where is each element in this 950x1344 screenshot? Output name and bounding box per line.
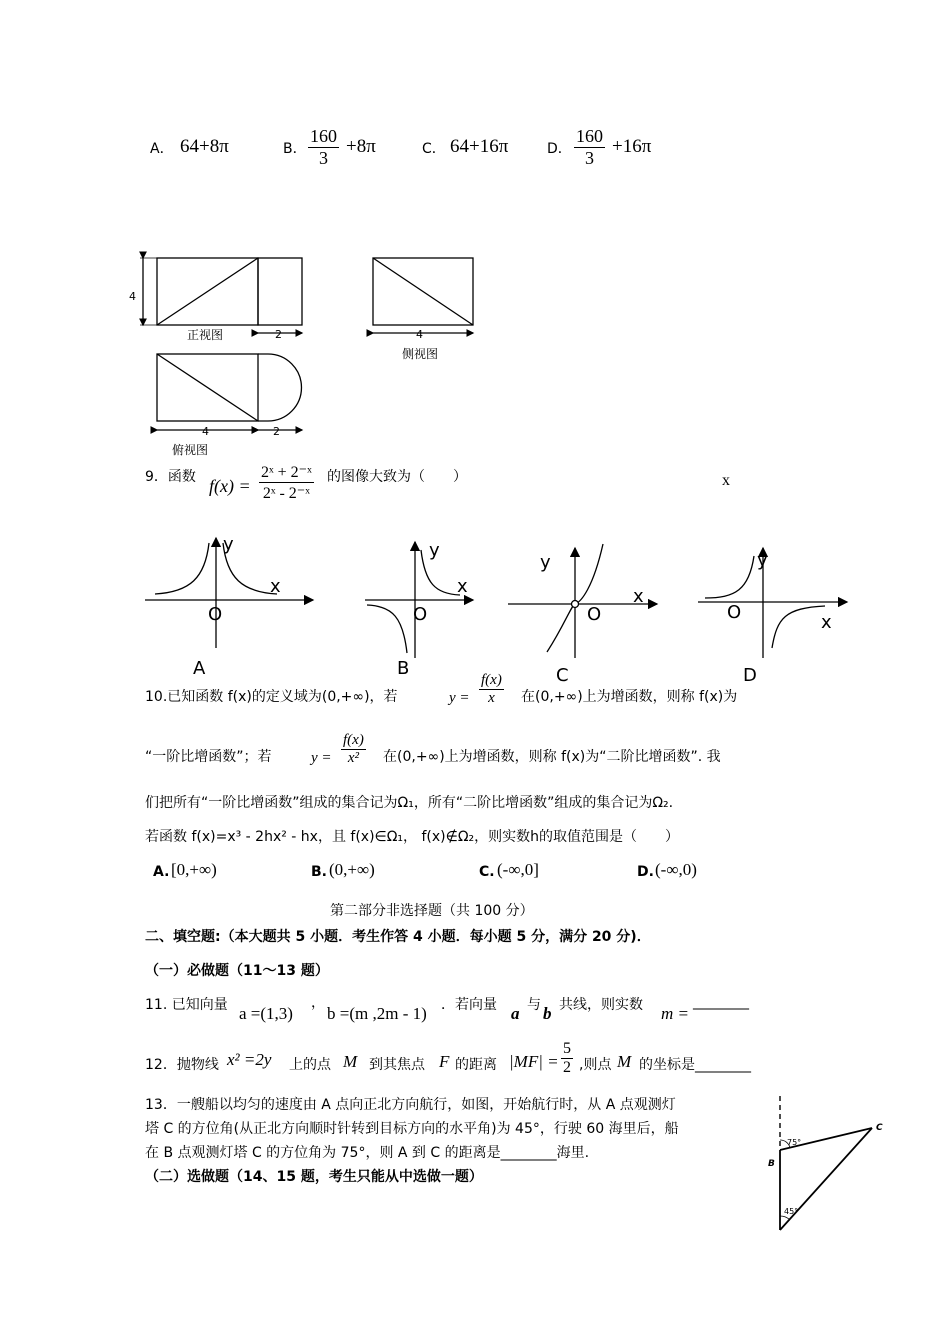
q10-opt-a-label: A. <box>153 864 170 880</box>
q10-opt-b-label: B. <box>311 864 327 880</box>
q8-option-a-text: 64+8π <box>180 136 229 157</box>
q11-vector-a: a =(1,3) <box>239 1004 293 1023</box>
q10-line4: 若函数 f(x)=x³ - 2hx² - hx，且 f(x)∈Ω₁， f(x)∉Ω₂，则实数h的取值范围是（ ） <box>145 829 680 845</box>
graph-a-x-label: x <box>270 576 281 597</box>
q10-opt-b: (0,+∞) <box>329 860 375 879</box>
question-10 <box>145 672 845 892</box>
q9-graph-options <box>135 528 865 688</box>
q10-line2-post: 在(0,+∞)上为增函数，则称 f(x)为“二阶比增函数”. 我 <box>383 749 721 765</box>
graph-d <box>698 548 847 658</box>
q12-M2: M <box>617 1052 632 1071</box>
q8-option-d-label: D． <box>547 141 572 157</box>
graph-d-x-label: x <box>821 612 832 633</box>
q12-M: M <box>343 1052 358 1071</box>
q10-opt-d: (-∞,0) <box>655 860 697 879</box>
q11-a-symbol: a <box>511 1004 520 1023</box>
graph-b-origin: O <box>413 604 428 625</box>
required-heading: （一）必做题（11～13 题） <box>145 963 329 979</box>
q9-numerator: 2ˣ + 2⁻ˣ <box>261 464 312 481</box>
fig-label-c: C <box>876 1123 883 1133</box>
fig-angle-45: 45° <box>784 1207 799 1216</box>
q8-options <box>150 128 710 176</box>
graph-c-origin: O <box>587 604 602 625</box>
question-12 <box>145 1040 785 1088</box>
q11-pre: 11. 已知向量 <box>145 997 228 1013</box>
q11-blank: ________ <box>693 994 749 1010</box>
q12-end: 的坐标是________ <box>639 1057 751 1073</box>
top-dim-4: 4 <box>202 425 209 438</box>
q13-figure <box>760 1090 900 1236</box>
graph-b-x-label: x <box>457 576 468 597</box>
graph-b <box>365 542 473 658</box>
q13-line3: 在 B 点观测灯塔 C 的方位角为 75°，则 A 到 C 的距离是________海里. <box>145 1145 590 1161</box>
optional-heading: （二）选做题（14、15 题，考生只能从中选做一题） <box>145 1169 483 1185</box>
graph-d-y-label: y <box>757 550 768 571</box>
graph-c-y-label: y <box>540 552 551 573</box>
q11-vector-b: b =(m ,2m - 1) <box>327 1004 427 1023</box>
q10-line2-pre: “一阶比增函数”；若 <box>145 749 272 765</box>
q9-suffix: 的图像大致为（ ） <box>327 469 467 485</box>
front-view-label: 正视图 <box>187 328 224 342</box>
side-view-label: 侧视图 <box>402 347 439 361</box>
q10-opt-d-label: D. <box>637 864 654 880</box>
top-view-label: 俯视图 <box>172 443 209 457</box>
graph-d-origin: O <box>727 602 742 623</box>
q10-opt-c-label: C. <box>479 864 495 880</box>
q12-equation: x² =2y <box>227 1050 272 1069</box>
q11-comma: ， <box>311 995 325 1011</box>
graph-b-label: B <box>397 658 410 679</box>
q11-b-symbol: b <box>543 1004 552 1023</box>
q10-line1-den: x <box>488 690 495 706</box>
graph-a-origin: O <box>208 604 223 625</box>
q10-line2-num: f(x) <box>343 732 364 748</box>
q9-denominator: 2ˣ - 2⁻ˣ <box>262 485 310 502</box>
q8-option-d-num: 160 <box>576 126 603 146</box>
q10-line3: 们把所有“一阶比增函数”组成的集合记为Ω₁，所有“二阶比增函数”组成的集合记为Ω₂. <box>145 795 674 811</box>
q10-line2-y: y = <box>311 750 332 766</box>
side-view <box>373 258 473 333</box>
q12-mid3: 的距离 <box>455 1057 497 1073</box>
front-dim-2: 2 <box>275 328 282 341</box>
q8-option-a-label: A． <box>150 141 174 157</box>
q12-fraction <box>561 1040 573 1077</box>
q9-prefix: 9．函数 <box>145 469 196 485</box>
q10-line2-frac <box>341 732 366 767</box>
q12-mid2: 到其焦点 <box>369 1057 425 1073</box>
graph-c-x-label: x <box>633 586 644 607</box>
q13-line1: 13．一艘船以均匀的速度由 A 点向正北方向航行，如图，开始航行时，从 A 点观测灯 <box>145 1097 676 1113</box>
side-dim-4: 4 <box>416 328 423 341</box>
q10-line1-pre: 10.已知函数 f(x)的定义域为(0,+∞)，若 <box>145 689 398 705</box>
q11-m: m = <box>661 1004 689 1023</box>
q12-abs-mf: |MF| = <box>509 1052 559 1071</box>
q10-opt-a: [0,+∞) <box>171 860 217 879</box>
q9-stray-x: x <box>722 472 730 489</box>
q12-mid1: 上的点 <box>289 1057 331 1073</box>
graph-d-label: D <box>743 665 757 686</box>
q8-option-b-rest: +8π <box>346 136 376 157</box>
q8-option-b-label: B． <box>283 141 307 157</box>
fig-label-b: B <box>768 1159 775 1169</box>
front-dim-4: 4 <box>129 290 136 303</box>
question-9 <box>145 460 645 510</box>
graph-a-y-label: y <box>223 534 234 555</box>
q10-line1-y: y = <box>449 690 470 706</box>
q8-option-b-den: 3 <box>319 148 328 168</box>
question-11 <box>145 990 785 1026</box>
graph-b-y-label: y <box>429 540 440 561</box>
part2-title: 第二部分非选择题（共 100 分） <box>330 903 534 919</box>
q10-opt-c: (-∞,0] <box>497 860 539 879</box>
q12-den: 2 <box>563 1059 571 1076</box>
q8-option-c-label: C． <box>422 141 446 157</box>
q8-option-d-frac <box>574 126 605 169</box>
q8-option-c-text: 64+16π <box>450 136 509 157</box>
q11-with: 与 <box>527 997 541 1013</box>
q10-line1-post: 在(0,+∞)上为增函数，则称 f(x)为 <box>521 689 738 705</box>
top-view <box>157 354 302 430</box>
fig-angle-75: 75° <box>787 1138 802 1147</box>
q9-fraction <box>259 462 314 503</box>
front-view <box>140 258 302 333</box>
q10-line1-num: f(x) <box>481 672 502 688</box>
q11-post: ．若向量 <box>441 997 497 1013</box>
section2-heading: 二、填空题:（本大题共 5 小题．考生作答 4 小题．每小题 5 分，满分 20 分)． <box>145 929 651 945</box>
q13-line2: 塔 C 的方位角(从正北方向顺时针转到目标方向的水平角)为 45°，行驶 60 海里后，船 <box>145 1121 679 1137</box>
q10-line2-den: x² <box>347 750 359 766</box>
q12-mid4: ,则点 <box>579 1057 612 1073</box>
q9-func: f(x) = <box>209 476 251 496</box>
q8-option-b-frac <box>308 126 339 169</box>
top-dim-2: 2 <box>273 425 280 438</box>
graph-a-label: A <box>193 658 206 679</box>
q12-num: 5 <box>563 1040 571 1057</box>
three-view-diagram <box>120 248 500 458</box>
q12-F: F <box>439 1052 450 1071</box>
q10-line1-frac <box>479 672 504 707</box>
q8-option-b-num: 160 <box>310 126 337 146</box>
q12-pre: 12．抛物线 <box>145 1057 219 1073</box>
q8-option-d-rest: +16π <box>612 136 652 157</box>
graph-c-label: C <box>556 665 569 686</box>
q8-option-d-den: 3 <box>585 148 594 168</box>
q11-end: 共线，则实数 <box>559 997 643 1013</box>
